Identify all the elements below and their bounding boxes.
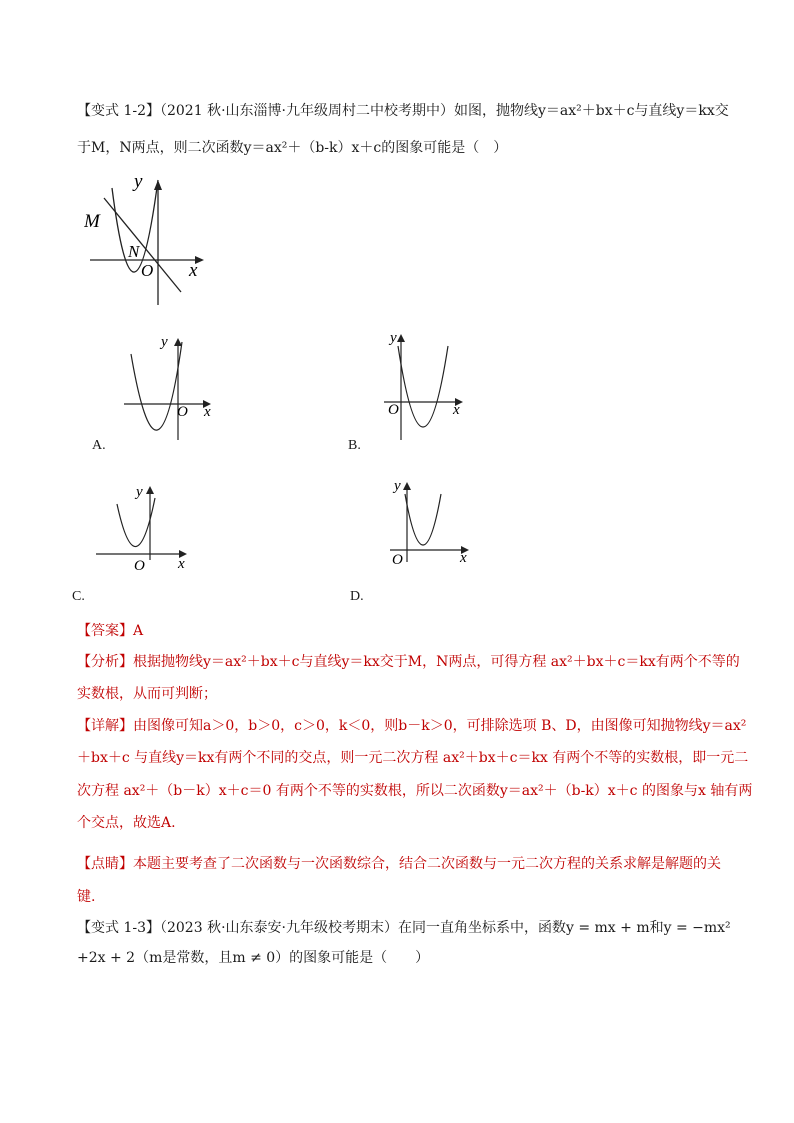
point-m-label: M xyxy=(84,211,100,232)
svg-text:O: O xyxy=(177,404,188,420)
svg-text:O: O xyxy=(392,552,403,568)
point-n-label: N xyxy=(128,242,140,261)
svg-text:x: x xyxy=(460,550,467,566)
svg-text:y: y xyxy=(390,330,397,346)
svg-text:y: y xyxy=(161,334,168,350)
option-c-label[interactable]: C. xyxy=(72,589,85,604)
x-axis-label: x xyxy=(189,260,198,281)
detail-line-2: ＋bx＋c 与直线y＝kx有两个不同的交点，则一元二次方程 ax²＋bx＋c＝kx 有两个不等的实数根，即一元二 xyxy=(77,750,749,766)
option-b-label[interactable]: B. xyxy=(348,438,361,453)
question-1-2-line-1: 【变式 1-2】（2021 秋·山东淄博·九年级周村二中校考期中）如图，抛物线y＝ax²＋bx＋c与直线y＝kx交 xyxy=(77,103,729,119)
detail-line-1: 【详解】由图像可知a＞0，b＞0，c＞0，k＜0，则b－k＞0，可排除选项 B、D，由图像可知抛物线y＝ax² xyxy=(77,718,747,734)
comment-line-2: 键. xyxy=(77,889,96,905)
answer-line: 【答案】A xyxy=(77,623,144,639)
option-b-graph xyxy=(380,328,480,440)
detail-line-3: 次方程 ax²＋（b－k）x＋c＝0 有两个不等的实数根，所以二次函数y＝ax²＋（b-k）x＋c 的图象与x 轴有两 xyxy=(77,783,753,799)
svg-text:y: y xyxy=(136,484,143,500)
svg-text:y: y xyxy=(394,478,401,494)
analysis-line-2: 实数根，从而可判断； xyxy=(77,686,217,702)
question-1-3-line-2: +2x + 2（m是常数，且m ≠ 0）的图象可能是（ ） xyxy=(77,950,430,966)
y-axis-label: y xyxy=(134,171,143,192)
svg-text:O: O xyxy=(388,402,399,418)
analysis-line-1: 【分析】根据抛物线y＝ax²＋bx＋c与直线y＝kx交于M，N两点，可得方程 ax²＋bx＋c＝kx有两个不等的 xyxy=(77,654,740,670)
option-d-label[interactable]: D. xyxy=(350,589,364,604)
origin-label: O xyxy=(141,261,154,280)
svg-text:x: x xyxy=(453,402,460,418)
question-1-3-line-1: 【变式 1-3】（2023 秋·山东泰安·九年级校考期末）在同一直角坐标系中，函数y = mx + m和y = −mx² xyxy=(77,920,731,936)
comment-line-1: 【点睛】本题主要考查了二次函数与一次函数综合，结合二次函数与一元二次方程的关系求解是解题的关 xyxy=(77,856,721,872)
option-c-graph xyxy=(92,482,202,572)
option-d-graph xyxy=(386,476,486,572)
question-figure xyxy=(84,170,214,320)
svg-text:O: O xyxy=(134,558,145,572)
option-a-label[interactable]: A. xyxy=(92,438,106,453)
detail-line-4: 个交点，故选A. xyxy=(77,815,176,831)
svg-text:x: x xyxy=(178,556,185,572)
question-1-2-line-2: 于M，N两点，则二次函数y＝ax²＋（b-k）x＋c的图象可能是（ ） xyxy=(77,140,508,156)
svg-text:x: x xyxy=(204,404,211,420)
option-a-graph xyxy=(118,332,228,444)
